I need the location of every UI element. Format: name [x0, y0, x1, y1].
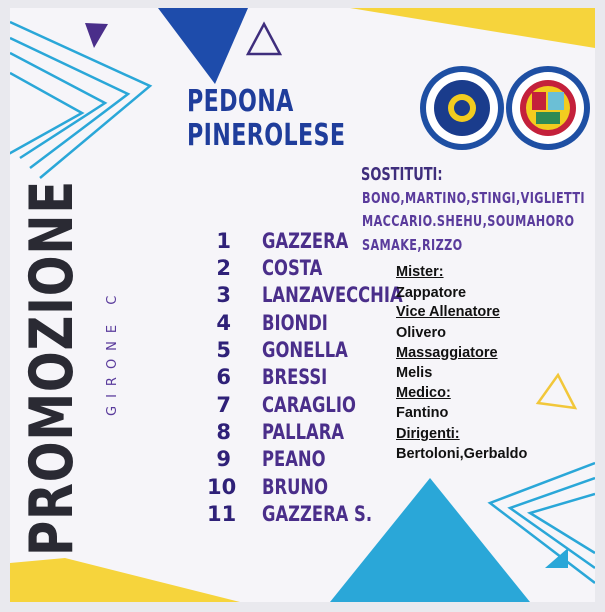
staff-name: Olivero	[396, 325, 446, 341]
player-number: 6	[216, 365, 231, 389]
player-name: GAZZERA S.	[262, 502, 373, 526]
player-number: 5	[216, 338, 231, 362]
staff-role: Medico:	[396, 385, 451, 401]
staff-name: Zappatore	[396, 285, 467, 301]
outline-triangle-yellow	[538, 375, 575, 408]
player-number: 1	[216, 229, 231, 253]
competition-name-text: PROMOZIONE	[17, 180, 87, 556]
pedona-logo	[420, 66, 504, 150]
staff-role: Vice Allenatore	[396, 304, 500, 320]
pinerolese-logo	[506, 66, 590, 150]
substitutes-label: SOSTITUTI:	[361, 164, 443, 185]
staff-role: Mister:	[396, 264, 444, 280]
top-yellow-triangle	[350, 8, 595, 48]
staff-role: Massaggiatore	[396, 345, 498, 361]
top-blue-triangle	[158, 8, 248, 84]
bottom-right-stripes	[490, 463, 595, 583]
competition-name	[17, 86, 87, 556]
competition-group: GIRONE C	[105, 287, 120, 416]
player-name: GONELLA	[262, 338, 348, 362]
player-name: BIONDI	[262, 311, 328, 335]
player-number: 7	[216, 393, 231, 417]
player-name: PEANO	[262, 447, 326, 471]
outline-triangle-top	[248, 24, 280, 54]
player-name: LANZAVECCHIA	[262, 283, 403, 307]
player-name: GAZZERA	[262, 229, 349, 253]
bottom-cyan-triangle	[330, 478, 530, 602]
player-number: 10	[207, 475, 237, 499]
player-name: COSTA	[262, 256, 323, 280]
player-name: CARAGLIO	[262, 393, 356, 417]
player-name: PALLARA	[262, 420, 345, 444]
player-number: 3	[216, 283, 231, 307]
staff-role: Dirigenti:	[396, 426, 460, 442]
player-name: BRESSI	[262, 365, 328, 389]
player-number: 2	[216, 256, 231, 280]
small-cyan-triangle	[545, 548, 568, 568]
player-name: BRUNO	[262, 475, 329, 499]
player-number: 9	[216, 447, 231, 471]
substitutes-line: MACCARIO.SHEHU,SOUMAHORO	[362, 212, 575, 230]
substitutes-line: SAMAKE,RIZZO	[362, 236, 463, 254]
player-number: 11	[207, 502, 237, 526]
small-purple-triangle	[85, 23, 108, 48]
bottom-yellow-triangle	[10, 558, 240, 602]
player-number: 4	[216, 311, 231, 335]
staff-name: Fantino	[396, 405, 449, 421]
lineup-card	[10, 8, 595, 602]
home-team-title: PEDONA	[187, 84, 294, 119]
staff-name: Bertoloni,Gerbaldo	[396, 446, 528, 462]
away-team-title: PINEROLESE	[187, 118, 346, 153]
staff-name: Melis	[396, 365, 433, 381]
player-number: 8	[216, 420, 231, 444]
substitutes-line: BONO,MARTINO,STINGI,VIGLIETTI	[362, 189, 585, 207]
